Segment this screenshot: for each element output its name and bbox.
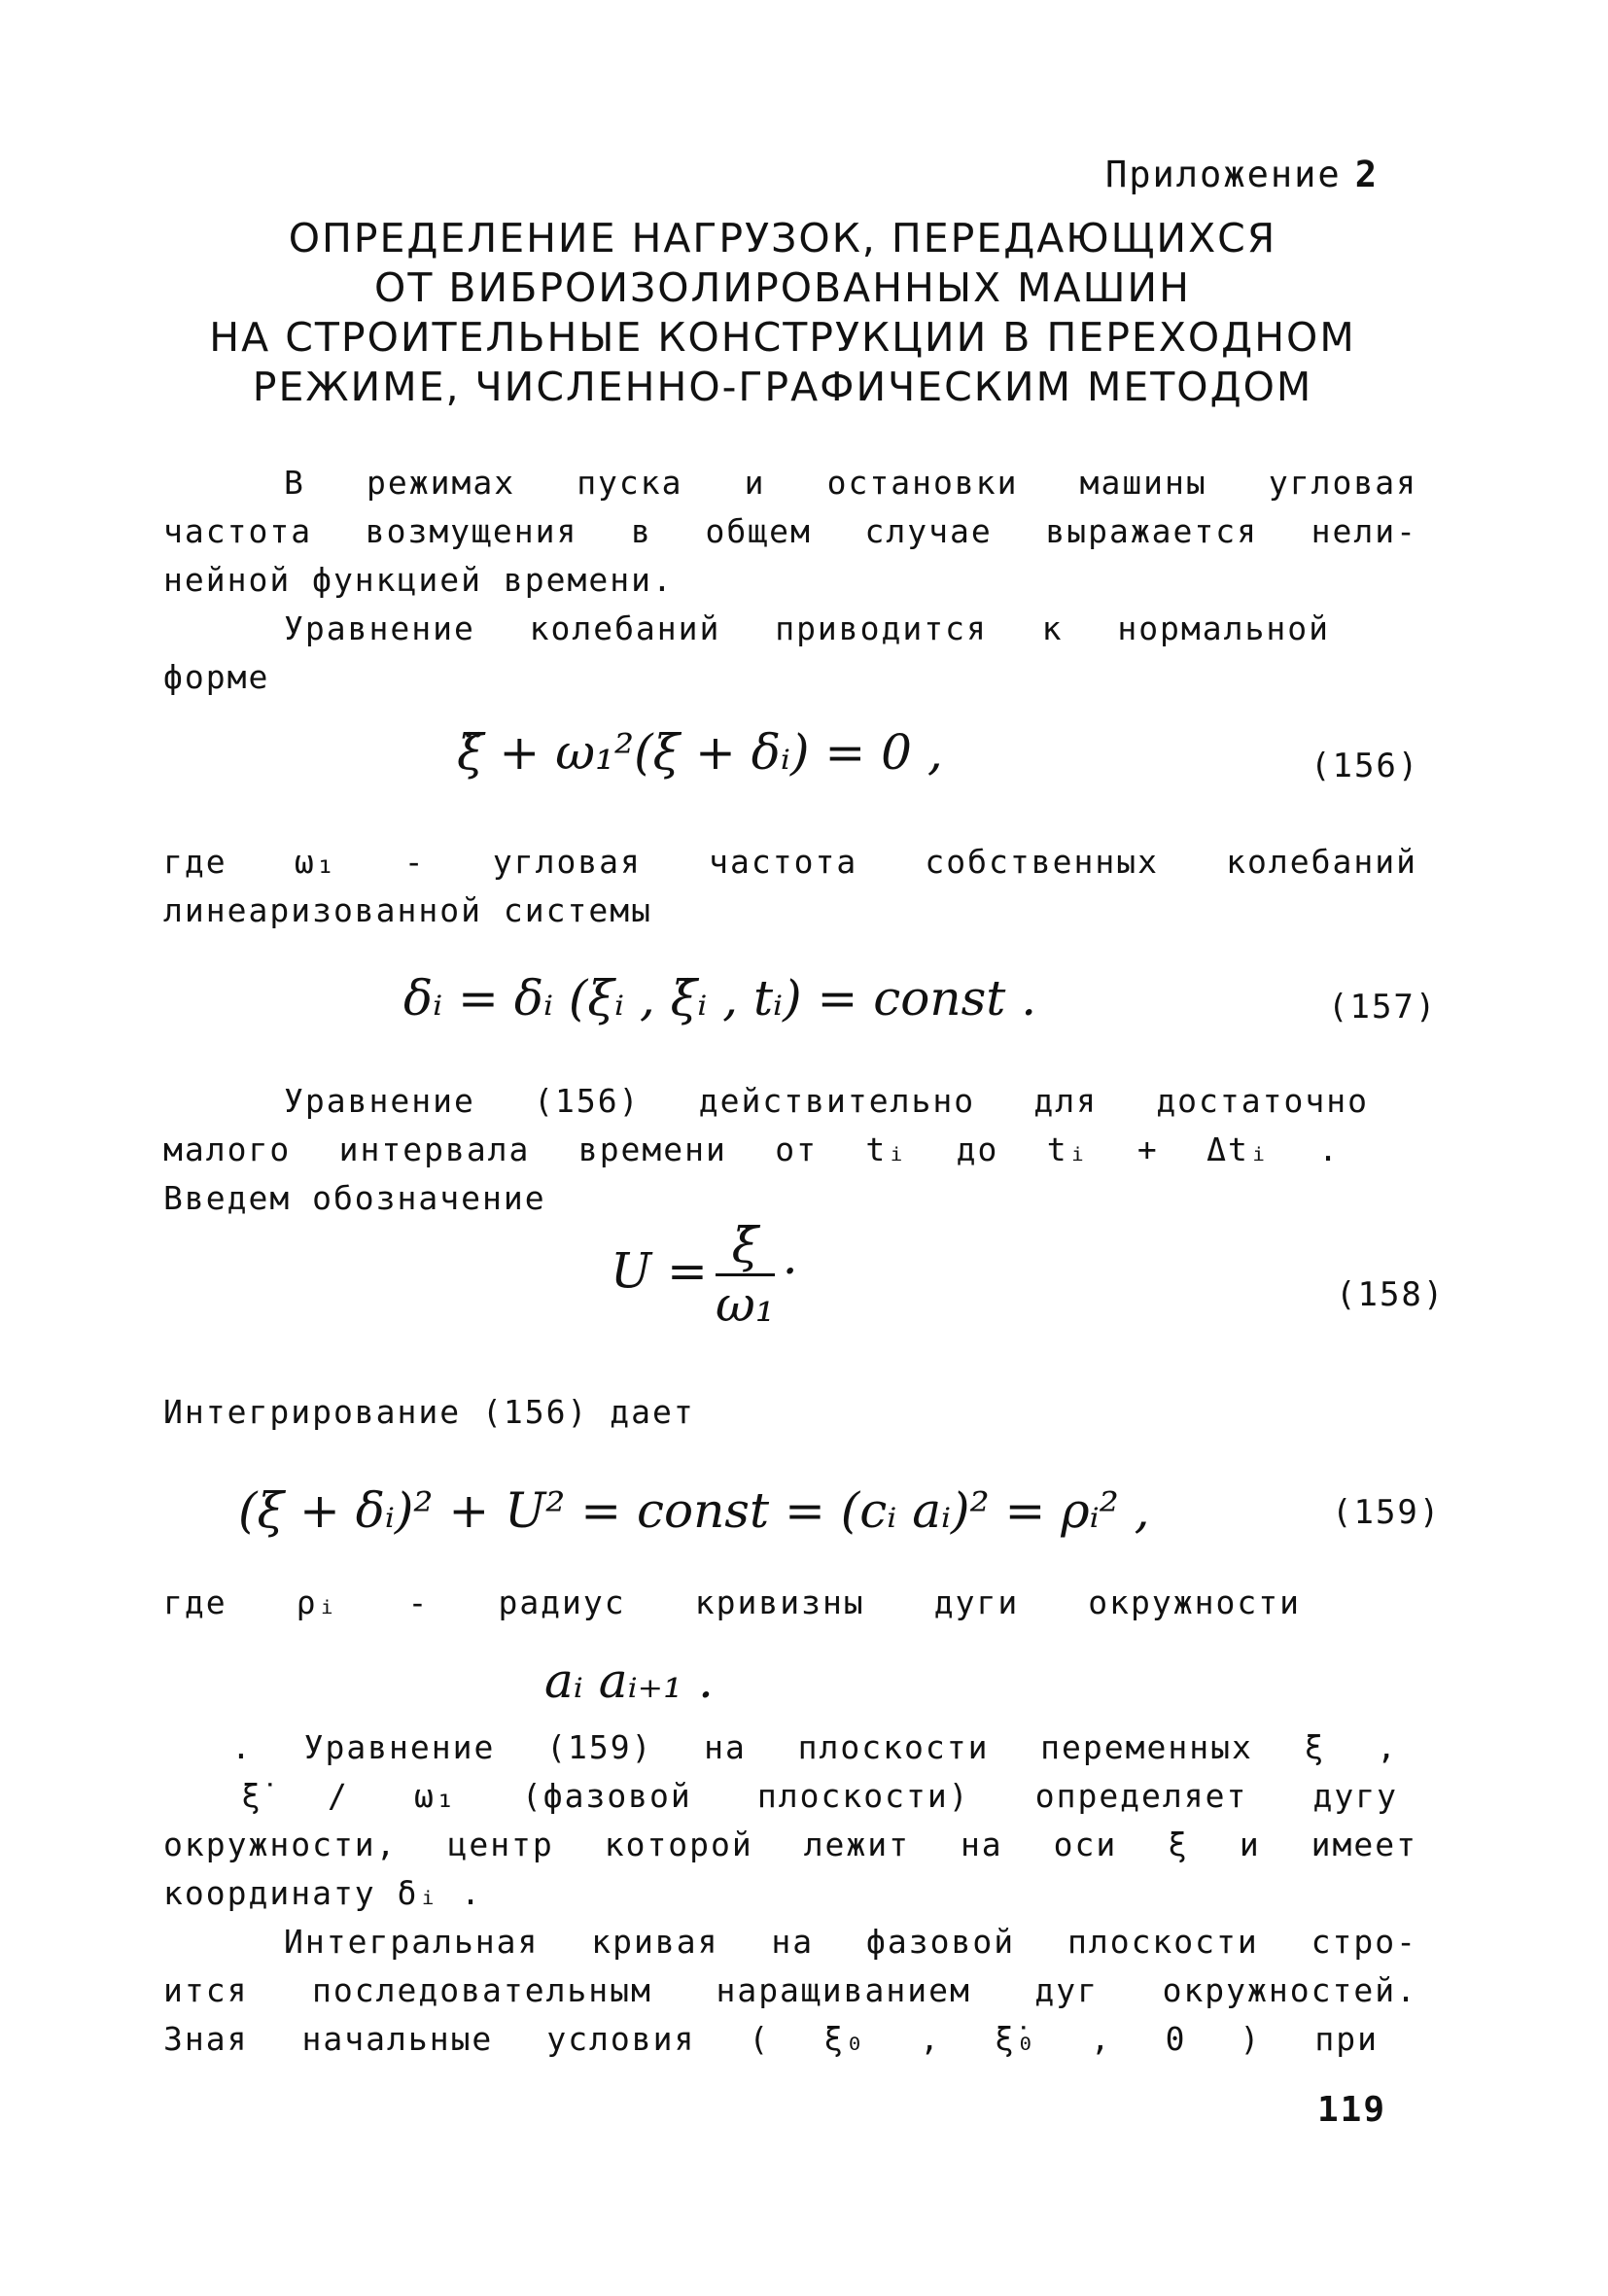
title-line: ОПРЕДЕЛЕНИЕ НАГРУЗОК, ПЕРЕДАЮЩИХСЯ <box>288 215 1277 261</box>
text-line: . Уравнение (159) на плоскости переменных ξ , <box>231 1728 1398 1766</box>
equation-157: δᵢ = δᵢ (ξᵢ , ξ̇ᵢ , tᵢ) = const . <box>403 970 1037 1026</box>
text-line: координату δᵢ . <box>163 1874 483 1912</box>
title-line: РЕЖИМЕ, ЧИСЛЕННО-ГРАФИЧЕСКИМ МЕТОДОМ <box>252 364 1313 410</box>
text-line: Уравнение (156) действительно для достаточно <box>284 1082 1369 1120</box>
equation-158-lhs: U = <box>611 1242 708 1300</box>
fraction-numerator: ξ̇ <box>716 1217 775 1276</box>
page-number: 119 <box>1316 2090 1386 2130</box>
arc-notation: aᵢ aᵢ₊₁ . <box>544 1652 714 1709</box>
paragraph-where-omega <box>163 838 1417 935</box>
text-line: Зная начальные условия ( ξ₀ , ξ̇₀ , 0 ) при <box>163 2020 1379 2058</box>
text-line: форме <box>163 658 270 696</box>
title-line: ОТ ВИБРОИЗОЛИРОВАННЫХ МАШИН <box>374 264 1191 311</box>
equation-number-157: (157) <box>1328 988 1438 1026</box>
paragraph-phase-plane <box>163 1723 1417 1918</box>
equation-158-tail: · <box>782 1242 798 1300</box>
text-line: где ω₁ - угловая частота собственных колебаний <box>163 843 1417 881</box>
text-line: Введем обозначение <box>163 1179 546 1217</box>
equation-156: ξ̈ + ω₁²(ξ + δᵢ) = 0 , <box>457 724 943 781</box>
text-line: линеаризованной системы <box>163 891 652 929</box>
appendix-heading <box>1105 154 1379 195</box>
text-line: ится последовательным наращиванием дуг окружностей. <box>163 1971 1417 2009</box>
paragraph-equation-form <box>163 605 1417 702</box>
paragraph-integral-curve <box>163 1918 1417 2064</box>
section-title <box>146 214 1419 412</box>
text-line: частота возмущения в общем случае выражается нели- <box>163 512 1417 550</box>
text-line: малого интервала времени от tᵢ до tᵢ + Δtᵢ . <box>163 1131 1340 1168</box>
text-line: ξ̇ / ω₁ (фазовой плоскости) определяет дугу <box>241 1777 1398 1815</box>
paragraph-intro <box>163 459 1417 605</box>
equation-number-159: (159) <box>1332 1493 1442 1532</box>
equation-number-158: (158) <box>1336 1275 1446 1314</box>
equation-number-156: (156) <box>1311 747 1420 785</box>
text-line: нейной функцией времени. <box>163 561 674 599</box>
equation-158 <box>611 1217 798 1333</box>
text-line: Интегрирование (156) дает <box>163 1393 695 1431</box>
equation-159: (ξ + δᵢ)² + U² = const = (cᵢ aᵢ)² = ρᵢ² , <box>238 1482 1150 1539</box>
text-line: окружности, центр которой лежит на оси ξ и имеет <box>163 1826 1417 1863</box>
fraction-denominator: ω₁ <box>715 1276 775 1333</box>
text-line: Интегральная кривая на фазовой плоскости стро- <box>284 1923 1417 1961</box>
fraction <box>716 1217 775 1333</box>
text-line: где ρᵢ - радиус кривизны дуги окружности <box>163 1583 1301 1621</box>
paragraph-where-rho <box>163 1579 1417 1627</box>
paragraph-validity <box>163 1077 1417 1223</box>
appendix-label: Приложение <box>1104 154 1342 195</box>
text-line: Уравнение колебаний приводится к нормальной <box>284 609 1330 647</box>
text-line: В режимах пуска и остановки машины угловая <box>284 464 1417 502</box>
appendix-number: 2 <box>1354 154 1379 195</box>
title-line: НА СТРОИТЕЛЬНЫЕ КОНСТРУКЦИИ В ПЕРЕХОДНОМ <box>209 314 1356 361</box>
paragraph-integration <box>163 1388 1417 1437</box>
